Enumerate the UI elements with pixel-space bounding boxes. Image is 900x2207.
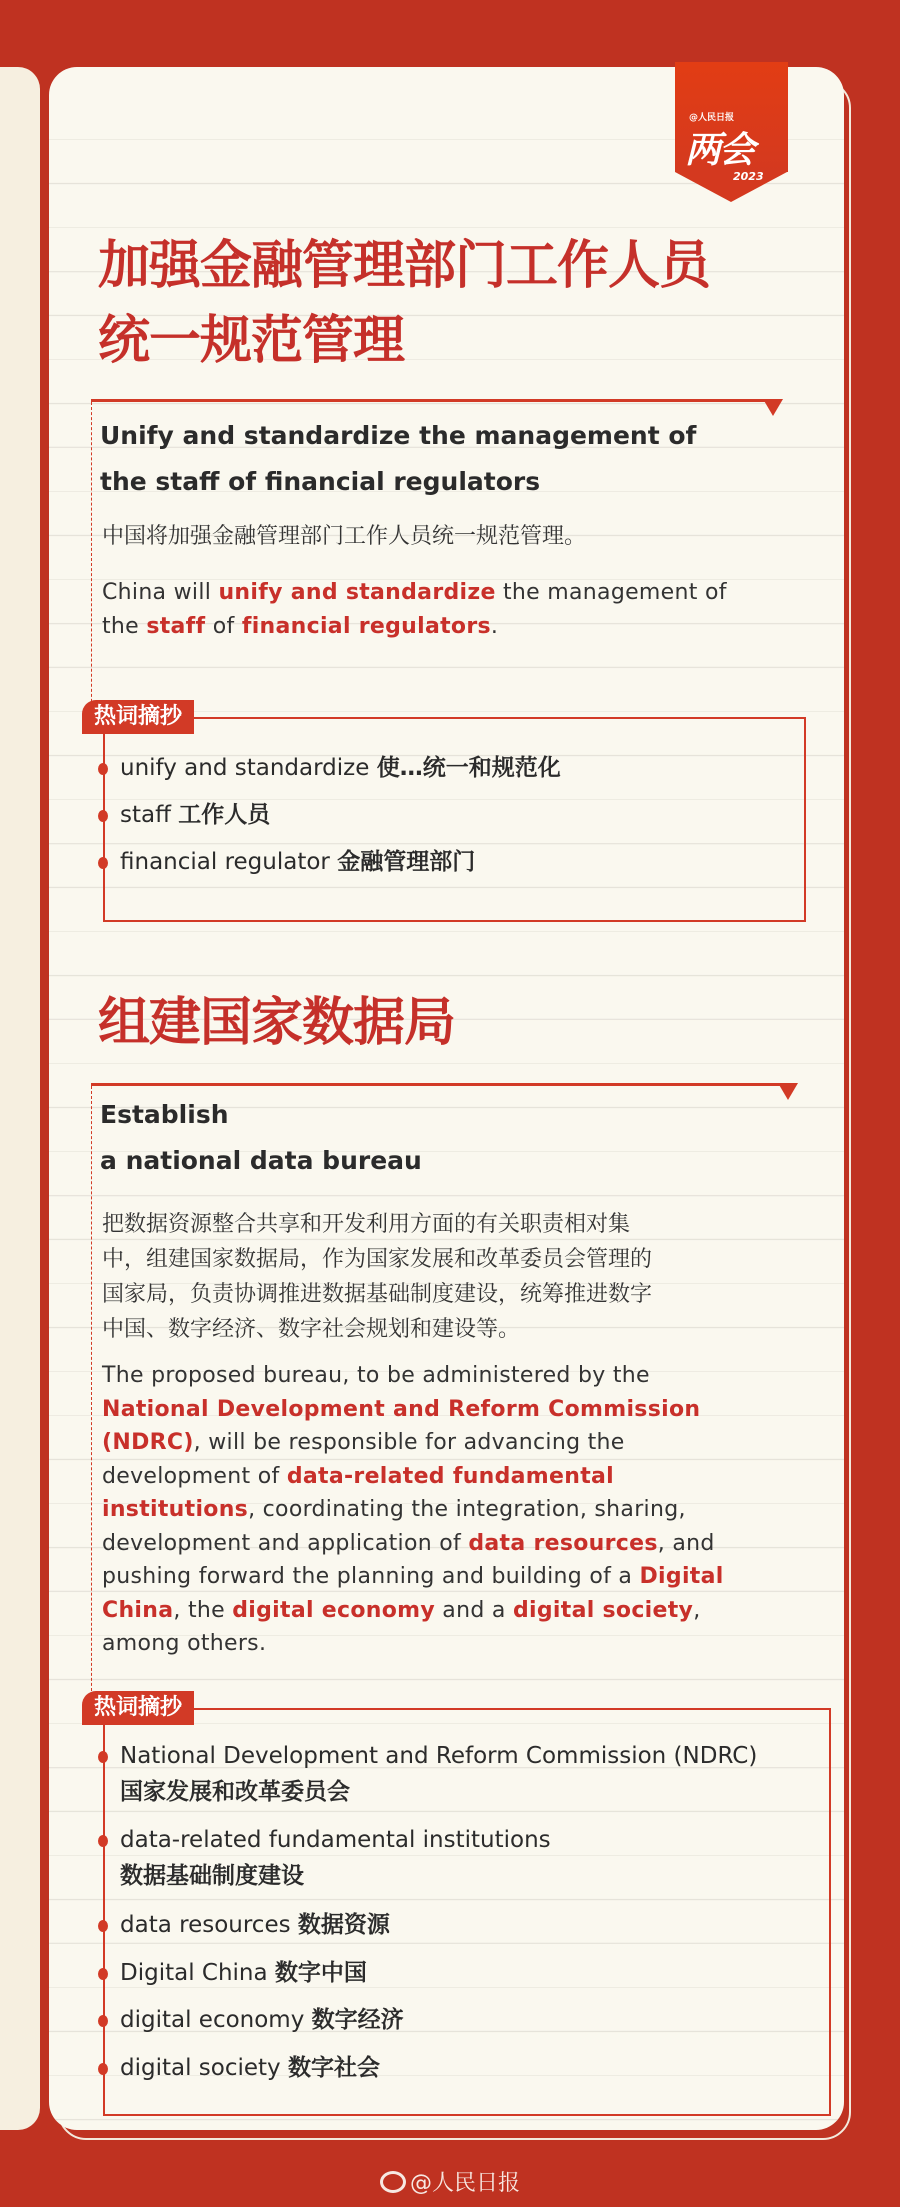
text-segment: among others. [102,1631,267,1656]
footer-handle: @人民日报 [409,2171,520,2196]
term-zh: 数字中国 [274,1960,367,1986]
text-segment: development of [102,1463,287,1489]
section1-zh: 中国将加强金融管理部门工作人员统一规范管理。 [102,524,587,549]
zh-line: 国家局，负责协调推进数据基础制度建设，统筹推进数字 [102,1282,653,1307]
term-zh: 数字经济 [311,2007,404,2033]
heading-line: Establish [100,1100,229,1129]
term-item [120,2050,380,2086]
two-sessions-badge [675,62,788,183]
paragraph-line [102,1493,724,1527]
paragraph-line [102,1594,724,1628]
term-zh: 使…统一和规范化 [376,755,561,781]
section1-title [98,229,710,379]
zh-line: 把数据资源整合共享和开发利用方面的有关职责相对集 [102,1212,631,1237]
paragraph-line [102,610,727,644]
term-zh: 国家发展和改革委员会 [120,1779,350,1805]
highlighted-term: digital society [512,1597,694,1623]
section2-heading-en [100,1092,422,1184]
term-en: digital economy [120,2007,305,2033]
term-en: staff [120,802,171,828]
term-zh: 数据基础制度建设 [120,1863,304,1889]
paragraph-line [102,576,727,610]
highlighted-term: China [102,1597,174,1623]
term-zh: 金融管理部门 [337,849,476,875]
footer [0,2166,900,2197]
heading-line: a national data bureau [100,1146,422,1175]
term-item [120,844,475,880]
section2-divider [91,1083,796,1086]
term-en: data-related fundamental institutions [120,1827,551,1853]
text-segment: China will [102,580,219,605]
brand-logo-text: @人民日报 [689,113,735,123]
section2-en-paragraph [102,1359,724,1661]
paragraph-line [102,1426,724,1460]
term-item [120,1955,367,1991]
bullet-dot-icon [98,1835,108,1847]
term-item [120,1822,551,1894]
section2-zh-paragraph [102,1207,652,1347]
term-item [120,797,270,833]
side-panel [0,67,40,2130]
text-segment: , will be responsible for advancing the [193,1430,625,1455]
dashed-margin-line [91,402,92,717]
text-segment: , the [173,1597,233,1623]
section1-heading-en [100,413,696,505]
text-segment: , coordinating the integration, sharing, [248,1497,686,1522]
term-item [120,750,561,786]
paragraph-line [102,1627,724,1661]
bullet-dot-icon [98,763,108,775]
term-zh: 数据资源 [297,1912,390,1938]
text-segment: and a [435,1597,513,1623]
text-segment: development and application of [102,1530,469,1556]
section2-title: 组建国家数据局 [98,993,456,1053]
badge-title: 两会 [685,130,754,171]
text-segment: , [693,1597,701,1623]
title-line: 加强金融管理部门工作人员 [98,236,711,296]
text-segment: pushing forward the planning and building of a [102,1564,640,1589]
badge-year: 2023 [733,170,764,183]
highlighted-term: staff [146,613,206,639]
section1-en-paragraph [102,576,727,643]
paragraph-line [102,1460,724,1494]
term-zh: 数字社会 [287,2055,380,2081]
bullet-dot-icon [98,1751,108,1763]
section1-terms-tag: 热词摘抄 [82,700,194,734]
title-line: 统一规范管理 [98,311,405,371]
heading-line: Unify and standardize the management of [100,421,697,450]
term-en: digital society [120,2055,281,2081]
highlighted-term: digital economy [232,1597,436,1623]
triangle-marker-icon [778,1083,798,1100]
term-item [120,1738,757,1810]
text-segment: The proposed bureau, to be administered by the [102,1363,650,1388]
term-zh: 工作人员 [178,802,271,828]
highlighted-term: unify and standardize [218,580,496,605]
paragraph-line [102,1527,724,1561]
term-item [120,2002,404,2038]
highlighted-term: National Development and Reform Commission [102,1396,701,1422]
bullet-dot-icon [98,857,108,869]
bullet-dot-icon [98,810,108,822]
dashed-margin-line [91,1086,92,1706]
highlighted-term: institutions [102,1497,249,1522]
term-en: financial regulator [120,849,330,875]
term-en: National Development and Reform Commission (NDRC) [120,1743,758,1769]
paragraph-line [102,1560,724,1594]
weibo-icon [380,2171,406,2193]
text-segment: of [205,613,242,639]
highlighted-term: data-related fundamental [286,1463,615,1489]
highlighted-term: (NDRC) [102,1430,194,1455]
highlighted-term: financial regulators [241,613,491,639]
text-segment: the management of [495,580,727,605]
paragraph-line [102,1359,724,1393]
bullet-dot-icon [98,2015,108,2027]
section2-terms-tag: 热词摘抄 [82,1691,194,1725]
term-en: data resources [120,1912,291,1938]
text-segment: , and [657,1530,715,1556]
highlighted-term: Digital [639,1564,724,1589]
zh-line: 中国、数字经济、数字社会规划和建设等。 [102,1317,521,1342]
bullet-dot-icon [98,1968,108,1980]
bullet-dot-icon [98,2063,108,2075]
heading-line: the staff of financial regulators [100,467,541,496]
paragraph-line [102,1393,724,1427]
zh-line: 中，组建国家数据局，作为国家发展和改革委员会管理的 [102,1247,653,1272]
highlighted-term: data resources [468,1530,658,1556]
text-segment: . [490,613,499,639]
term-en: unify and standardize [120,755,370,781]
triangle-marker-icon [763,399,783,416]
section1-divider [91,399,781,402]
term-item [120,1907,390,1943]
term-en: Digital China [120,1960,268,1986]
bullet-dot-icon [98,1920,108,1932]
text-segment: the [102,613,147,639]
